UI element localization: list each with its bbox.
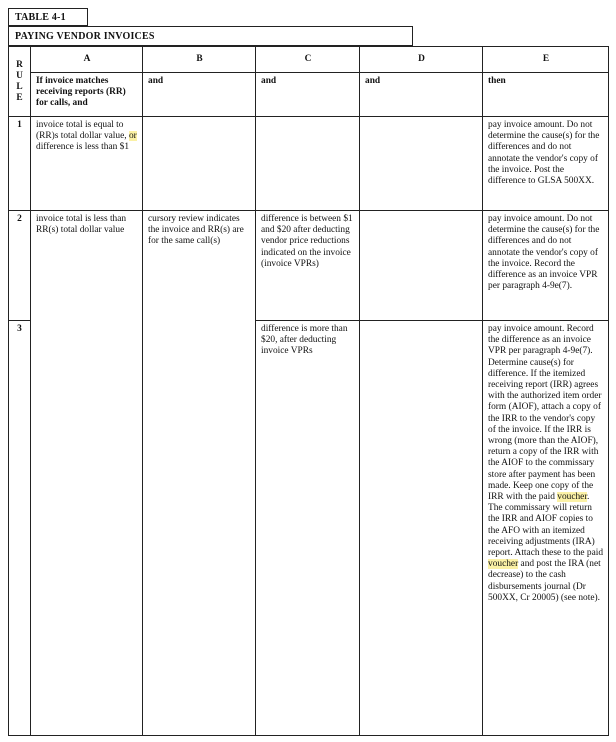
table-title: PAYING VENDOR INVOICES [8,26,413,46]
rule-letter-e: E [16,92,23,103]
header-c: and [256,73,360,117]
cell-e: pay invoice amount. Do not determine the cause(s) for the differences and do not annotate the vendor's copy of the invoice. Post the difference to GLSA 500XX. [483,117,609,211]
cell-a [31,321,143,736]
cell-b [143,321,256,736]
cell-a-text: invoice total is equal to (RR)s total dollar value, [36,120,127,142]
highlighted-word: or [128,131,137,142]
cell-b: cursory review indicates the invoice and RR(s) are for the same call(s) [143,211,256,321]
cell-c: difference is more than $20, after deducting invoice VPRs [256,321,360,736]
condition-header-row [9,73,609,117]
highlighted-word: voucher [488,559,519,570]
column-d-letter: D [360,47,483,73]
cell-a [31,117,143,211]
cell-e: pay invoice amount. Do not determine the cause(s) for the differences and do not annotate the vendor's copy of the invoice. Record the difference as an invoice VPR per paragraph 4-9e(7). [483,211,609,321]
cell-d [360,321,483,736]
column-e-letter: E [483,47,609,73]
cell-e [483,321,609,736]
column-a-letter: A [31,47,143,73]
rule-letter-u: U [16,70,23,81]
cell-e-text: . The commissary will return the IRR and AIOF copies to the AFO with an itemized receiving adjustments (IRA) report. Attach these to the paid [488,492,604,559]
rule-number: 1 [9,117,31,211]
table-row [9,117,609,211]
cell-d [360,117,483,211]
column-c-letter: C [256,47,360,73]
invoice-rules-table [8,46,609,736]
rule-number: 2 [9,211,31,321]
table-row [9,321,609,736]
cell-b [143,117,256,211]
column-b-letter: B [143,47,256,73]
header-a: If invoice matches receiving reports (RR) for calls, and [31,73,143,117]
column-letter-row [9,47,609,73]
cell-c: difference is between $1 and $20 after deducting vendor price reductions indicated on the invoice (invoice VPRs) [256,211,360,321]
header-b: and [143,73,256,117]
cell-e-text: pay invoice amount. Record the difference as an invoice VPR per paragraph 4-9e(7). Determine cause(s) for difference. If the itemized receiving report (IRR) agrees with the authorized item order form (AIOF), attach a copy of the IRR to the vendor's copy of the invoice. If the IRR is wrong (more than the AIOF), return a copy of the IRR with the AIOF to the commissary store after payment has been made. Keep one copy of the IRR with the paid [488,324,602,503]
header-e: then [483,73,609,117]
cell-a-text: difference is less than $1 [36,142,130,153]
header-d: and [360,73,483,117]
rule-letter-r: R [16,59,23,70]
rule-letter-l: L [16,81,23,92]
table-row [9,211,609,321]
highlighted-word: voucher [557,492,587,503]
table-label: TABLE 4-1 [8,8,88,26]
cell-c [256,117,360,211]
cell-d [360,211,483,321]
rule-header [9,47,31,117]
rule-number: 3 [9,321,31,736]
cell-a: invoice total is less than RR(s) total dollar value [31,211,143,321]
cell-e-text: and post the IRA (net decrease) to the cash disbursements journal (Dr 500XX, Cr 20005) (see note). [488,559,601,603]
